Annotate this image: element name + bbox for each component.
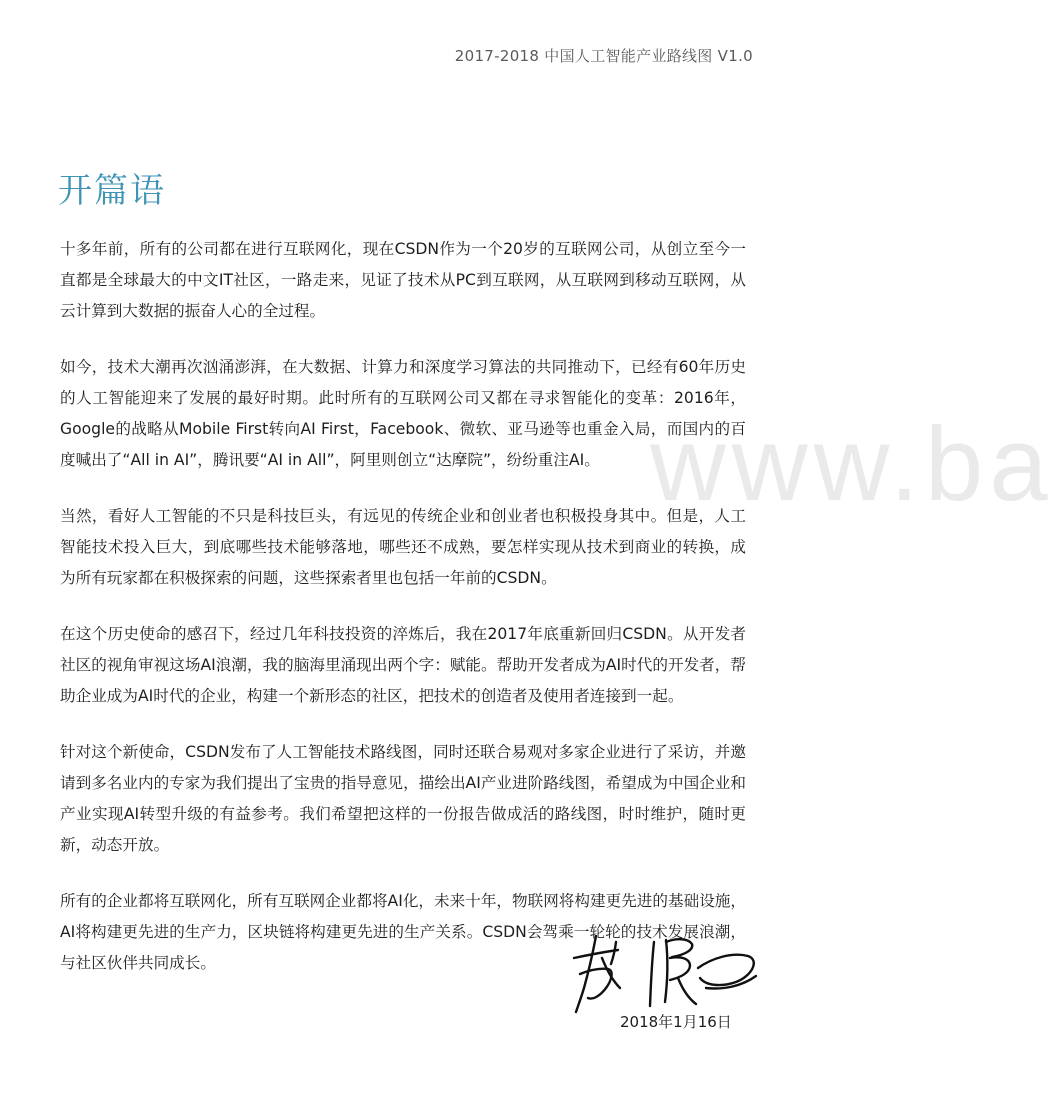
- page-title: 开篇语: [58, 171, 166, 211]
- body-text: [60, 234, 746, 1004]
- paragraph: 如今，技术大潮再次汹涌澎湃，在大数据、计算力和深度学习算法的共同推动下，已经有60年历史的人工智能迎来了发展的最好时期。此时所有的互联网公司又都在寻求智能化的变革：2016年，Google的战略从Mobile First转向AI First，Facebook、微软、亚马逊等也重金入局，而国内的百度喊出了“All in AI”，腾讯要“AI in All”，阿里则创立“达摩院”，纷纷重注AI。: [60, 358, 746, 469]
- watermark-text: www.ba: [650, 406, 1054, 523]
- paragraph: 当然，看好人工智能的不只是科技巨头，有远见的传统企业和创业者也积极投身其中。但是，人工智能技术投入巨大，到底哪些技术能够落地，哪些还不成熟，要怎样实现从技术到商业的转换，成为所有玩家都在积极探索的问题，这些探索者里也包括一年前的CSDN。: [60, 507, 746, 587]
- paragraph: 针对这个新使命，CSDN发布了人工智能技术路线图，同时还联合易观对多家企业进行了采访，并邀请到多名业内的专家为我们提出了宝贵的指导意见，描绘出AI产业进阶路线图，希望成为中国企业和产业实现AI转型升级的有益参考。我们希望把这样的一份报告做成活的路线图，时时维护，随时更新，动态开放。: [60, 743, 746, 854]
- signature-date: 2018年1月16日: [620, 1013, 732, 1031]
- paragraph: 十多年前，所有的公司都在进行互联网化，现在CSDN作为一个20岁的互联网公司，从创立至今一直都是全球最大的中文IT社区，一路走来，见证了技术从PC到互联网，从互联网到移动互联网，从云计算到大数据的振奋人心的全过程。: [60, 240, 746, 320]
- running-header: 2017-2018 中国人工智能产业路线图 V1.0: [454, 47, 753, 65]
- paragraph: 在这个历史使命的感召下，经过几年科技投资的淬炼后，我在2017年底重新回归CSDN。从开发者社区的视角审视这场AI浪潮，我的脑海里涌现出两个字：赋能。帮助开发者成为AI时代的开发者，帮助企业成为AI时代的企业，构建一个新形态的社区，把技术的创造者及使用者连接到一起。: [60, 625, 746, 705]
- handwritten-signature: [566, 928, 760, 1016]
- paragraph: 所有的企业都将互联网化，所有互联网企业都将AI化，未来十年，物联网将构建更先进的基础设施，AI将构建更先进的生产力，区块链将构建更先进的生产关系。CSDN会驾乘一轮轮的技术发展浪潮，与社区伙伴共同成长。: [60, 892, 746, 972]
